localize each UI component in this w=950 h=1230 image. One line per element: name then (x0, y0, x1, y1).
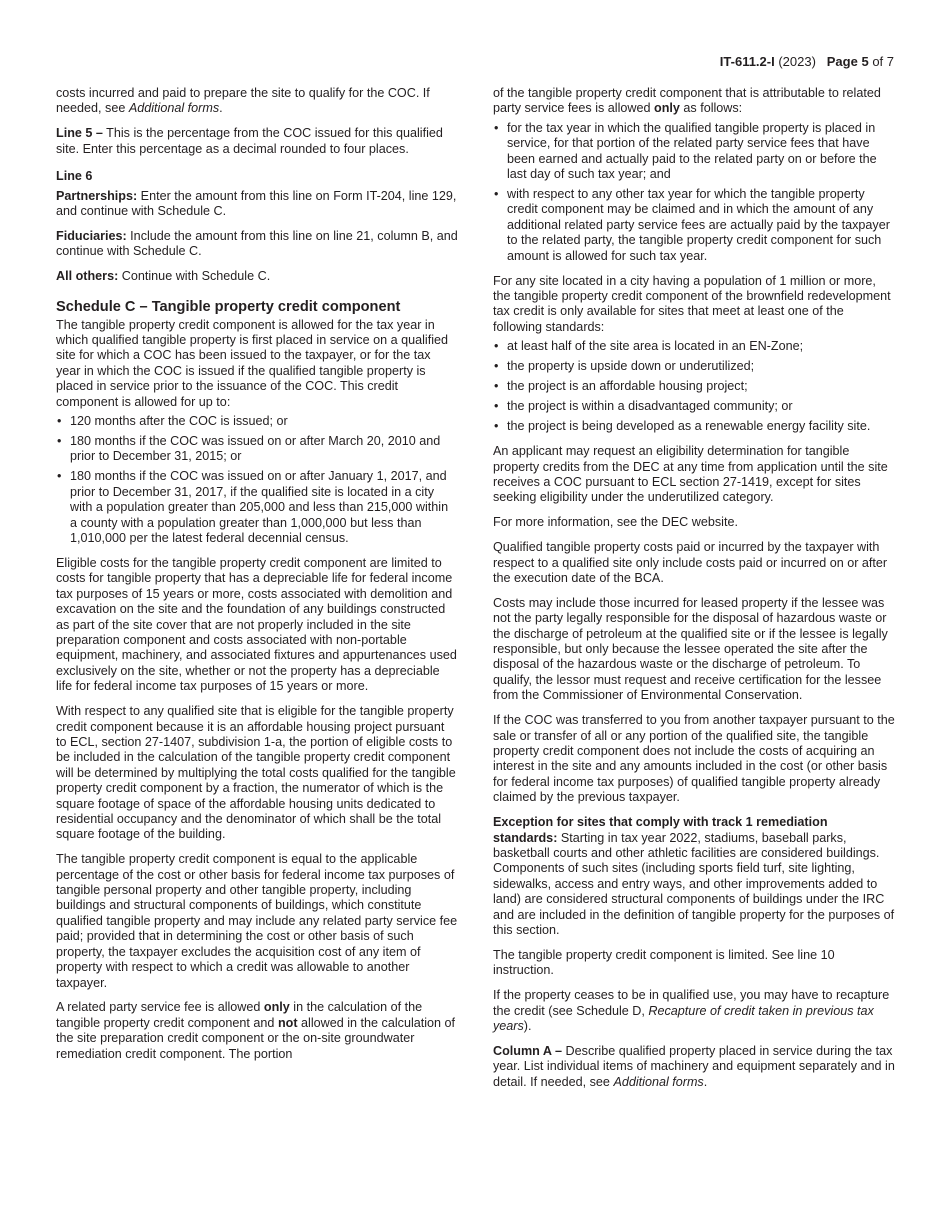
leased-property-paragraph: Costs may include those incurred for leased property if the lessee was not the party legally responsible for the disposal of hazardous waste or the discharge of petroleum at the qualified site or if the lessee is legally responsible, but only because the lessee operated the site after the disposal of the hazardous waste or the discharge of petroleum. To qualify, the lessor must request and receive certification for the lessee from the Commissioner of Environmental Conservation. (493, 595, 888, 703)
partnerships-instruction: Partnerships: Enter the amount from this line on Form IT-204, line 129, and continue with Schedule C. (56, 188, 457, 218)
page-header (720, 54, 894, 69)
fiduciaries-label: Fiduciaries: (56, 228, 127, 243)
list-item: • 120 months after the COC is issued; or (56, 414, 458, 429)
standards-list (493, 339, 895, 434)
form-id: IT-611.2-I (719, 54, 775, 69)
left-column (56, 86, 458, 1072)
list-item: • the project is within a disadvantaged community; or (493, 399, 895, 414)
equal-to-paragraph: The tangible property credit component is equal to the applicable percentage of the cost or other basis for federal income tax purposes of tangible personal property and other tangible property, including buildings and structural components of buildings, which constitute qualified tangible property and may include any related party service fee paid; provided that in determining the cost or other basis of such property, the taxpayer excludes the acquisition cost of any item of property with respect to which a credit was allowable to another taxpayer. (56, 852, 458, 990)
line5-instruction: Line 5 – This is the percentage from the COC issued for this qualified site. Enter this percentage as a decimal rounded to four places. (56, 126, 443, 156)
list-item: • with respect to any other tax year for which the tangible property credit component may be claimed and in which the amount of any additional related party service fees are actually paid by the taxpayer to the related party, the tangible property credit component for such amount is allowed for such tax year. (493, 187, 895, 264)
line5-label: Line 5 – (56, 126, 103, 141)
all-others-label: All others: (56, 269, 119, 284)
column-a-label: Column A – (493, 1043, 563, 1058)
exception-label: Exception for sites that comply with track 1 remediation standards: (493, 815, 828, 845)
intro-paragraph: costs incurred and paid to prepare the site to qualify for the COC. If needed, see Additional forms. (56, 86, 430, 116)
related-party-continued: of the tangible property credit component that is attributable to related party service fees is allowed only as follows: (493, 86, 881, 116)
additional-forms-ref: Additional forms (128, 101, 220, 116)
fiduciaries-instruction: Fiduciaries: Include the amount from this line on line 21, column B, and continue with Schedule C. (56, 228, 458, 259)
schedule-c-heading: Schedule C – Tangible property credit component (56, 298, 401, 315)
recapture-paragraph: If the property ceases to be in qualified use, you may have to recapture the credit (see Schedule D, Recapture of credit taken in previous tax years). (493, 988, 890, 1033)
list-item: • at least half of the site area is located in an EN-Zone; (493, 339, 895, 354)
limited-paragraph: The tangible property credit component is limited. See line 10 instruction. (493, 947, 835, 978)
additional-forms-ref: Additional forms (613, 1074, 704, 1089)
right-column (493, 86, 895, 1100)
city-paragraph: For any site located in a city having a population of 1 million or more, the tangible property credit component of the brownfield redevelopment tax credit is only available for sites that meet at least one of the following standards: (493, 273, 891, 334)
page-number: Page 5 (826, 54, 869, 69)
page-total: of 7 (872, 54, 894, 69)
list-item: • the project is being developed as a renewable energy facility site. (493, 419, 895, 434)
component-paragraph: The tangible property credit component is allowed for the tax year in which qualified tangible property is first placed in service on a qualified site for which a COC has been issued to the taxpayer, or for the tax year in which the COC is issued if the qualified tangible property is placed in service prior to the issuance of the COC. This credit component is allowed for up to: (56, 317, 449, 409)
partnerships-label: Partnerships: (56, 188, 138, 203)
list-item: • 180 months if the COC was issued on or after March 20, 2010 and prior to December 31, 2015; or (56, 434, 458, 465)
months-list (56, 414, 458, 546)
list-item: • 180 months if the COC was issued on or after January 1, 2017, and prior to December 31, 2017, if the qualified site is located in a city with a population greater than 205,000 and less than 215,000 within a county with a population greater than 1,000,000 but less than 1,010,000 per the latest federal decennial census. (56, 469, 458, 546)
track1-exception-paragraph: Exception for sites that comply with track 1 remediation standards: Starting in tax year 2022, stadiums, baseball parks, basketball courts and other athletic facilities are considered buildings. Components of such sites (including sports field turf, site lighting, sidewalks, access and entry ways, and other improvements added to land) are considered structural components of buildings under the IRC and are included in the definition of tangible property for the purposes of this section. (493, 815, 895, 937)
recapture-ref: Recapture of credit taken in previous tax years (493, 1003, 874, 1033)
eligible-costs-paragraph: Eligible costs for the tangible property credit component are limited to costs for tangible property that has a depreciable life for federal income tax purposes of 15 years or more, costs associated with demolition and excavation on the site and the foundation of any buildings constructed as part of the site cover that are not properly included in the site preparation component and costs associated with non-portable equipment, machinery, and associated fixtures and appurtenances used exclusively on the site, whether or not the property has a depreciable life for federal income tax purposes of 15 years or more. (56, 555, 457, 694)
qualified-costs-paragraph: Qualified tangible property costs paid or incurred by the taxpayer with respect to a qualified site only include costs paid or incurred on or after the execution date of the BCA. (493, 540, 888, 585)
affordable-housing-paragraph: With respect to any qualified site that is eligible for the tangible property credit component because it is an affordable housing project pursuant to ECL, section 27-1407, subdivision 1-a, the portion of eligible costs to be included in the calculation of the tangible property credit component will be determined by multiplying the total costs qualified for the tangible property credit component by a fraction, the numerator of which is the square footage of space of the affordable housing units dedicated to residential occupancy and the denominator of which shall be the total square footage of the building. (56, 704, 456, 842)
eligibility-paragraph: An applicant may request an eligibility determination for tangible property credits from the DEC at any time from application until the site receives a COC pursuant to ECL section 27-1419, except for sites seeking eligibility under the underutilized category. (493, 444, 888, 505)
list-item: • the property is upside down or underutilized; (493, 359, 895, 374)
line6-heading: Line 6 (56, 169, 93, 184)
more-info-paragraph: For more information, see the DEC website. (493, 515, 738, 530)
form-year: (2023) (778, 54, 816, 69)
list-item: • for the tax year in which the qualified tangible property is placed in service, for that portion of the related party service fees that have been earned and actually paid to the related party on or before the last day of such tax year; and (493, 121, 895, 183)
transferred-coc-paragraph: If the COC was transferred to you from another taxpayer pursuant to the sale or transfer of all or any portion of the qualified site, the tangible property credit component does not include the costs of acquiring an interest in the site and any amounts included in the cost (or other basis for federal income tax purposes) of qualified tangible property already claimed by the previous taxpayer. (493, 713, 895, 805)
related-party-paragraph: A related party service fee is allowed only in the calculation of the tangible property credit component and not allowed in the calculation of the site preparation credit component or the on-site groundwater remediation credit component. The portion (56, 1000, 456, 1061)
list-item: • the project is an affordable housing project; (493, 379, 895, 394)
all-others-instruction: All others: Continue with Schedule C. (56, 269, 271, 284)
column-a-paragraph: Column A – Describe qualified property placed in service during the tax year. List individual items of machinery and equipment separately and in detail. If needed, see Additional forms. (493, 1043, 895, 1089)
fees-list (493, 121, 895, 264)
